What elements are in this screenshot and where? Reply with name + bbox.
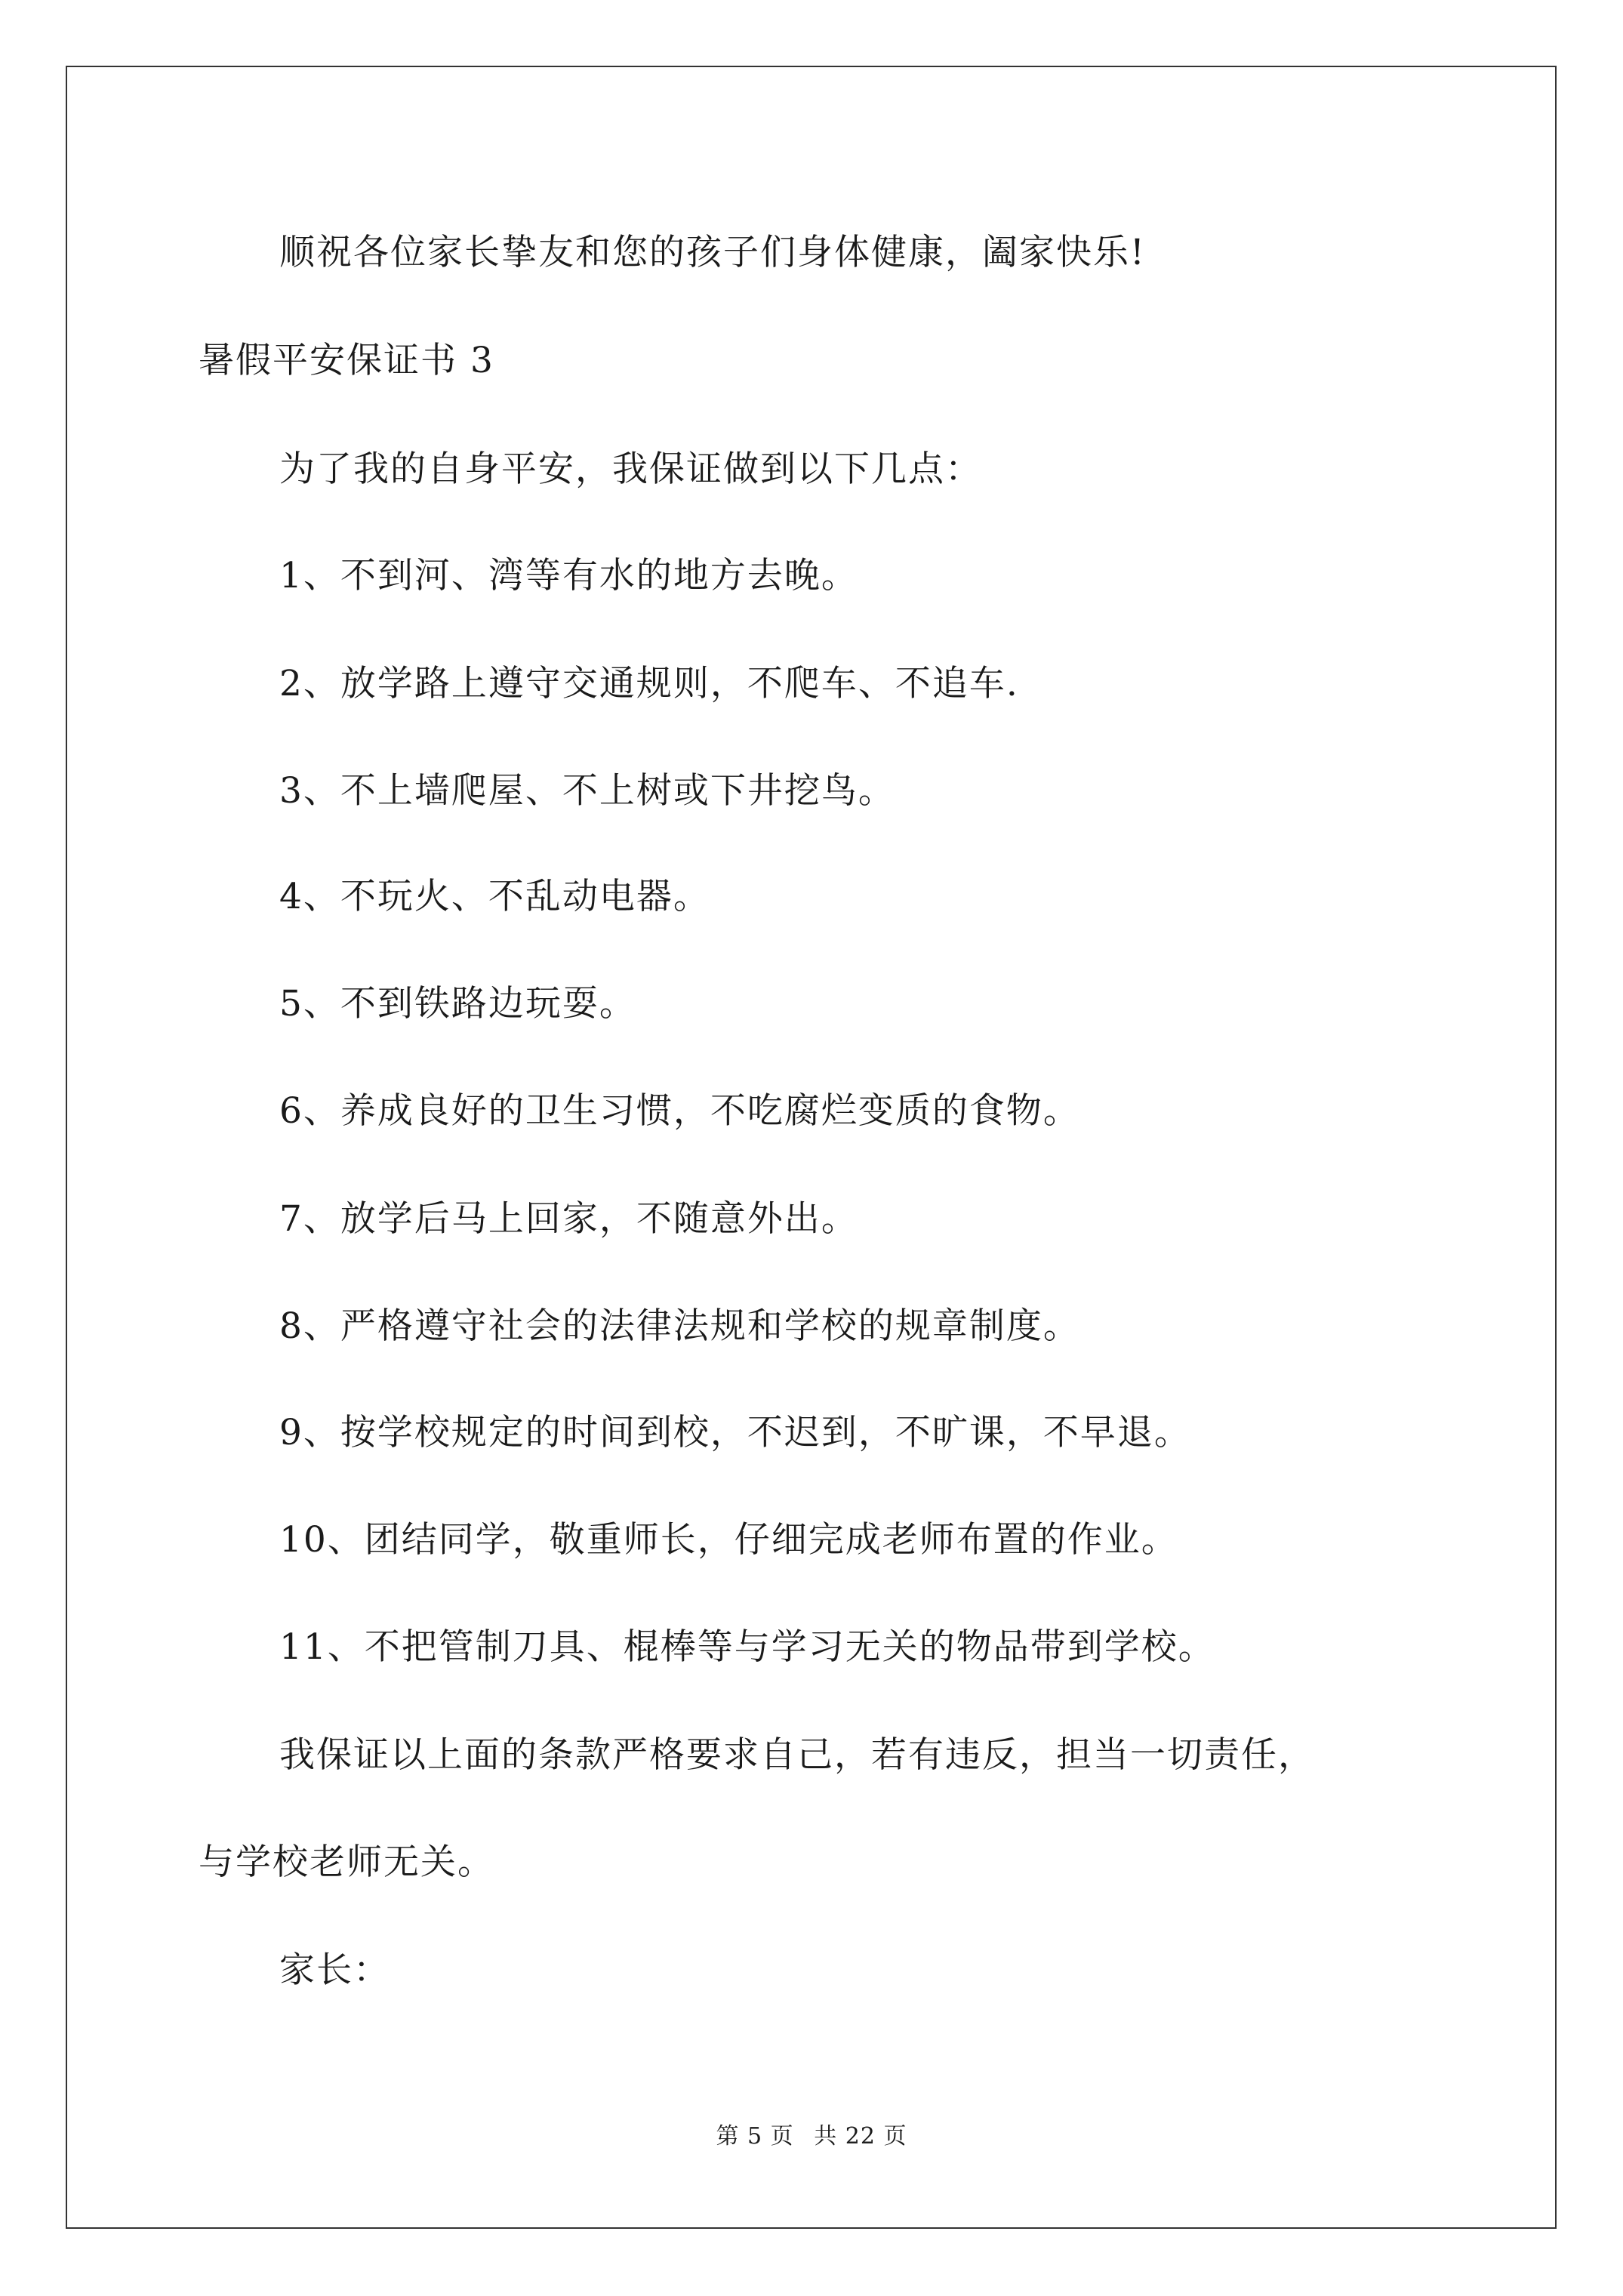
pledge-paragraph-line1: 我保证以上面的条款严格要求自己，若有违反，担当一切责任，: [279, 1734, 1315, 1776]
list-item: 5、不到铁路边玩耍。: [279, 983, 636, 1025]
page-border: [66, 66, 1557, 2229]
pledge-paragraph-line2: 与学校老师无关。: [199, 1841, 494, 1883]
closing-wish: 顺祝各位家长挚友和您的孩子们身体健康，阖家快乐!: [279, 232, 1146, 273]
page-total: 共 22 页: [814, 2123, 907, 2150]
page-number: 第 5 页: [716, 2123, 794, 2150]
parent-signature-label: 家长：: [279, 1949, 390, 1991]
list-item: 2、放学路上遵守交通规则，不爬车、不追车.: [279, 663, 1019, 704]
list-item: 10、团结同学，敬重师长，仔细完成老师布置的作业。: [279, 1519, 1178, 1561]
list-item: 11、不把管制刀具、棍棒等与学习无关的物品带到学校。: [279, 1626, 1215, 1668]
section-title: 暑假平安保证书 3: [199, 340, 494, 381]
list-item: 9、按学校规定的时间到校，不迟到，不旷课，不早退。: [279, 1412, 1191, 1453]
list-item: 8、严格遵守社会的法律法规和学校的规章制度。: [279, 1305, 1080, 1347]
intro-paragraph: 为了我的自身平安，我保证做到以下几点：: [279, 448, 982, 490]
list-item: 1、不到河、湾等有水的地方去晚。: [279, 555, 858, 596]
list-item: 3、不上墙爬屋、不上树或下井挖鸟。: [279, 770, 895, 812]
page-footer: [0, 2122, 1623, 2152]
list-item: 6、养成良好的卫生习惯，不吃腐烂变质的食物。: [279, 1090, 1080, 1132]
list-item: 4、不玩火、不乱动电器。: [279, 876, 710, 917]
list-item: 7、放学后马上回家，不随意外出。: [279, 1198, 858, 1240]
